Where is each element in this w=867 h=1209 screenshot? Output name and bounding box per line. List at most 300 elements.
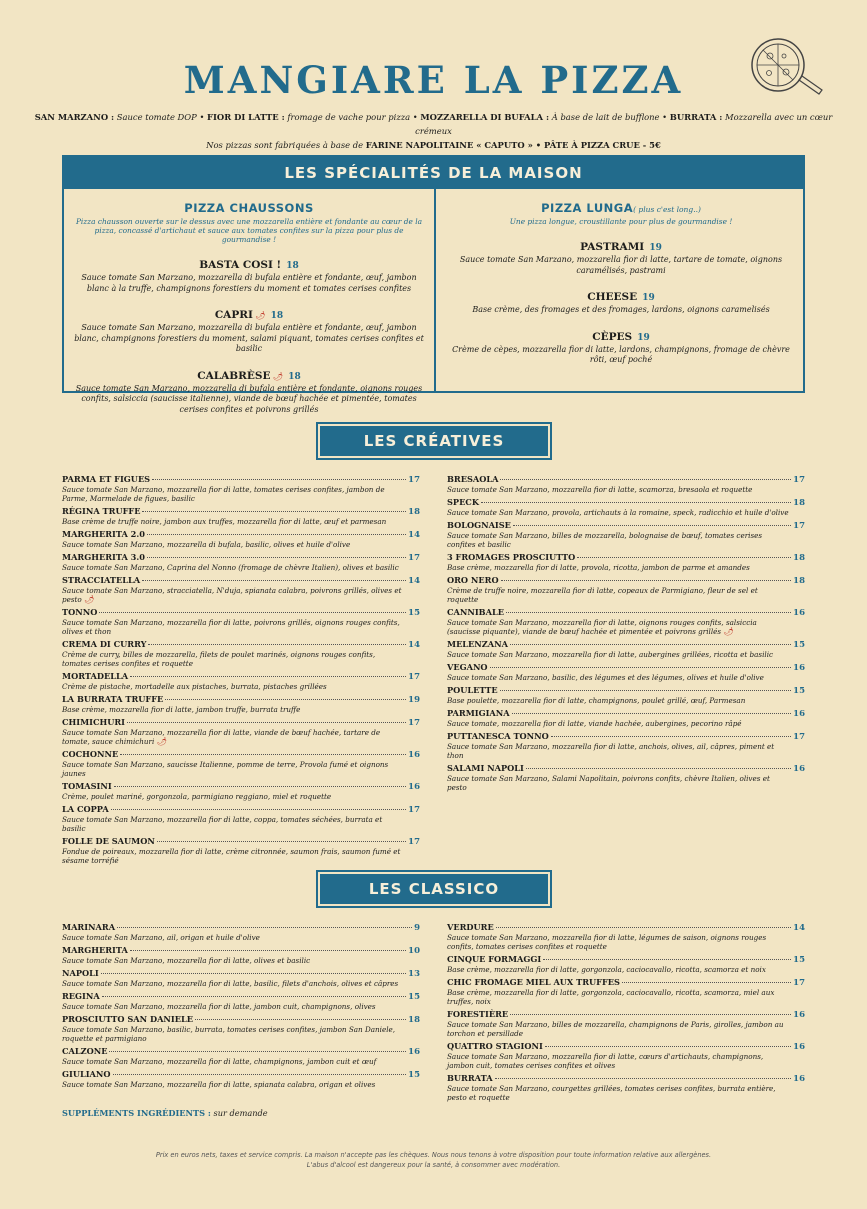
- intro-term-desc: À base de lait de bufflone: [551, 112, 660, 122]
- menu-item-description-text: Sauce tomate San Marzano, mozzarella fior di latte, poivrons grillés, oignons rouges confits, olives et thon: [62, 618, 400, 636]
- menu-item-row: [62, 529, 420, 540]
- dot-leader: [120, 754, 406, 755]
- menu-item-description: [447, 563, 805, 572]
- menu-item: [447, 763, 805, 792]
- menu-item-price: 17: [793, 521, 805, 531]
- menu-item-description: [447, 531, 805, 549]
- menu-item-row: [447, 1073, 805, 1084]
- menu-item-name: LA BURRATA TRUFFE: [62, 694, 164, 704]
- menu-item-description-text: Sauce tomate San Marzano, mozzarella fior di latte, spianata calabra, origan et olives: [62, 1080, 376, 1089]
- menu-item: [447, 685, 805, 705]
- menu-item: [62, 749, 420, 778]
- menu-item-price: 15: [408, 1070, 420, 1080]
- menu-item-description-text: Base crème, mozzarella fior di latte, provola, ricotta, jambon de parme et amandes: [447, 563, 750, 572]
- menu-item-row: [447, 1041, 805, 1052]
- menu-item-price: 16: [793, 1074, 805, 1084]
- pizza-lunga-column: [444, 201, 798, 366]
- menu-item-description-text: Sauce tomate San Marzano, mozzarella fior di latte, champignons, jambon cuit et œuf: [62, 1057, 377, 1066]
- menu-item-price: 15: [408, 608, 420, 618]
- menu-item: [62, 639, 420, 668]
- menu-item-description: [62, 933, 420, 942]
- menu-item-description-text: Crème, poulet mariné, gorgonzola, parmigiano reggiano, miel et roquette: [62, 792, 332, 801]
- menu-item-description: [62, 517, 420, 526]
- dot-leader: [130, 950, 406, 951]
- menu-item-price: 17: [408, 672, 420, 682]
- classico-left-column: [62, 922, 420, 1092]
- menu-item-description-text: Sauce tomate San Marzano, Salami Napolitain, poivrons confits, chèvre Italien, olives et pesto: [447, 774, 770, 792]
- menu-item-description-text: Sauce tomate San Marzano, mozzarella di bufala, basilic, olives et huile d'olive: [62, 540, 351, 549]
- menu-item: [447, 1041, 805, 1070]
- specialite-description: Crème de cèpes, mozzarella fior di latte, lardons, champignons, fromage de chèvre rôti, œuf poché: [452, 344, 790, 364]
- menu-item: [447, 731, 805, 760]
- menu-item-description-text: Sauce tomate San Marzano, mozzarella fior di latte, viande de bœuf hachée, tartare de tomate, sauce chimichuri: [62, 728, 381, 746]
- menu-item: [62, 717, 420, 746]
- menu-item-row: [62, 694, 420, 705]
- menu-item-description: [447, 988, 805, 1006]
- menu-item-name: CREMA DI CURRY: [62, 639, 147, 649]
- dot-leader: [147, 557, 406, 558]
- menu-item-price: 16: [793, 709, 805, 719]
- menu-item-name: PARMA ET FIGUES: [62, 474, 151, 484]
- menu-item-description-text: Crème de curry, billes de mozzarella, filets de poulet marinés, oignons rouges confits, tomates cerises confites et roquette: [62, 650, 376, 668]
- menu-item-description: [447, 933, 805, 951]
- menu-item: [447, 520, 805, 549]
- menu-item-description-text: Sauce tomate San Marzano, mozzarella fior di latte, basilic, filets d'anchois, olives et câpres: [62, 979, 399, 988]
- menu-item-price: 17: [793, 732, 805, 742]
- dot-leader: [500, 690, 792, 691]
- menu-item-price: 18: [793, 576, 805, 586]
- menu-item-description: [447, 1084, 805, 1102]
- menu-item-description: [447, 650, 805, 659]
- dot-leader: [117, 927, 412, 928]
- dot-leader: [127, 722, 406, 723]
- menu-item-description: [62, 815, 420, 833]
- dot-leader: [545, 1046, 791, 1047]
- menu-item-price: 16: [793, 663, 805, 673]
- menu-item: [447, 1073, 805, 1102]
- supplements-label: SUPPLÉMENTS INGRÉDIENTS :: [62, 1108, 211, 1118]
- menu-item-name: CALZONE: [62, 1046, 108, 1056]
- specialite-description: Sauce tomate San Marzano, mozzarella di bufala entière et fondante, oignons rouges confits, salsiccia (saucisse italienne), viande de bœuf hachée et pimentée, tomates cerises confites et poivrons grillés: [75, 383, 423, 414]
- menu-item-name: MARGHERITA 3.0: [62, 552, 145, 562]
- menu-item-description: [447, 719, 805, 728]
- specialite-header: [444, 285, 798, 304]
- menu-item: [447, 474, 805, 494]
- menu-item-price: 15: [793, 955, 805, 965]
- specialite-name: CALABRÈSE: [197, 369, 271, 382]
- menu-item-description-text: Sauce tomate San Marzano, mozzarella fior di latte, olives et basilic: [62, 956, 311, 965]
- menu-item-description: [62, 956, 420, 965]
- menu-item-row: [447, 954, 805, 965]
- menu-item-description: [447, 618, 805, 636]
- menu-item: [62, 694, 420, 714]
- menu-item-description: [62, 1057, 420, 1066]
- menu-item-price: 15: [793, 686, 805, 696]
- dot-leader: [481, 502, 791, 503]
- menu-item-description-text: Sauce tomate San Marzano, saucisse Italienne, pomme de terre, Provola fumé et oignons jaunes: [62, 760, 389, 778]
- menu-item: [447, 977, 805, 1006]
- classico-heading: LES CLASSICO: [318, 872, 550, 906]
- menu-item-description: [447, 508, 805, 517]
- creatives-right-column: [447, 474, 805, 795]
- menu-item: [62, 804, 420, 833]
- dot-leader: [543, 959, 791, 960]
- menu-item-description: [447, 774, 805, 792]
- specialite-price: 18: [288, 371, 301, 382]
- specialite-item: [444, 285, 798, 316]
- dot-leader: [512, 713, 792, 714]
- menu-item-row: [447, 497, 805, 508]
- supplements-note: [62, 1108, 268, 1118]
- menu-item-description-text: Base crème, mozzarella fior di latte, gorgonzola, caciocavallo, ricotta, scamorza, miel aux truffes, noix: [447, 988, 775, 1006]
- menu-item-price: 16: [408, 782, 420, 792]
- specialite-name: BASTA COSI !: [199, 259, 282, 271]
- menu-item: [62, 781, 420, 801]
- menu-item-name: VERDURE: [447, 922, 494, 932]
- intro-term: BURRATA :: [669, 112, 723, 122]
- chili-pepper-icon: 🌶: [81, 595, 95, 604]
- dot-leader: [496, 927, 791, 928]
- dot-leader: [577, 557, 791, 558]
- specialite-price: 18: [270, 311, 284, 321]
- dot-leader: [111, 809, 406, 810]
- dot-leader: [165, 699, 406, 700]
- menu-item-name: CHIC FROMAGE MIEL AUX TRUFFES: [447, 977, 620, 987]
- menu-item-description: [447, 1020, 805, 1038]
- menu-item-description-text: Sauce tomate San Marzano, mozzarella fior di latte, cœurs d'artichauts, champignons, jambon cuit, tomates cerises confites et olives: [447, 1052, 764, 1070]
- menu-item-name: COCHONNE: [62, 749, 119, 759]
- dot-leader: [526, 768, 791, 769]
- menu-item-price: 19: [408, 695, 420, 705]
- specialite-item: [72, 364, 426, 416]
- menu-item-description-text: Sauce tomate San Marzano, basilic, burrata, tomates cerises confites, jambon San Daniele, roquette et parmigiano: [62, 1025, 396, 1043]
- menu-item-description-text: Sauce tomate San Marzano, billes de mozzarella, bolognaise de bœuf, tomates cerises confites et basilic: [447, 531, 763, 549]
- menu-item: [447, 662, 805, 682]
- menu-item-price: 16: [408, 750, 420, 760]
- intro-term: SAN MARZANO :: [34, 112, 115, 122]
- supplements-value: sur demande: [213, 1108, 268, 1118]
- menu-item-price: 17: [408, 837, 420, 847]
- menu-item-description: [62, 760, 420, 778]
- chili-pepper-icon: 🌶: [270, 371, 284, 381]
- menu-item-price: 9: [414, 923, 420, 933]
- menu-item-row: [447, 763, 805, 774]
- specialites-divider: [434, 189, 436, 393]
- menu-item-row: [62, 575, 420, 586]
- dot-leader: [109, 1051, 406, 1052]
- dot-leader: [130, 676, 406, 677]
- specialites-heading: LES SPÉCIALITÉS DE LA MAISON: [64, 157, 803, 189]
- menu-item-name: PARMIGIANA: [447, 708, 510, 718]
- menu-item-row: [62, 607, 420, 618]
- menu-item-description-text: Sauce tomate San Marzano, billes de mozzarella, champignons de Paris, girolles, jambon au torchon et persillade: [447, 1020, 784, 1038]
- menu-item-description-text: Sauce tomate, mozzarella fior di latte, viande hachée, aubergines, pecorino râpé: [447, 719, 742, 728]
- footer-line-2: L'abus d'alcool est dangereux pour la santé, à consommer avec modération.: [306, 1161, 561, 1169]
- menu-item: [62, 552, 420, 572]
- menu-item-row: [447, 685, 805, 696]
- menu-item-price: 13: [408, 969, 420, 979]
- page-title: MANGIARE LA PIZZA: [183, 58, 684, 102]
- menu-item: [447, 552, 805, 572]
- menu-item-description: [447, 586, 805, 604]
- dot-leader: [148, 644, 406, 645]
- specialite-name: PASTRAMI: [580, 241, 645, 253]
- menu-item-row: [62, 1046, 420, 1057]
- menu-item-name: FORESTIÈRE: [447, 1009, 509, 1019]
- specialite-price: 19: [642, 293, 655, 303]
- menu-item-row: [447, 520, 805, 531]
- pizza-chaussons-title: PIZZA CHAUSSONS: [184, 201, 314, 215]
- menu-item-row: [447, 708, 805, 719]
- menu-item-name: 3 FROMAGES PROSCIUTTO: [447, 552, 576, 562]
- menu-item-name: RÉGINA TRUFFE: [62, 506, 141, 516]
- dot-leader: [114, 786, 406, 787]
- menu-item-description-text: Sauce tomate San Marzano, mozzarella fior di latte, jambon cuit, champignons, olives: [62, 1002, 376, 1011]
- menu-item: [62, 1014, 420, 1043]
- menu-item-name: PUTTANESCA TONNO: [447, 731, 549, 741]
- menu-item-description: [62, 705, 420, 714]
- menu-item-description-text: Base crème, mozzarella fior di latte, jambon truffe, burrata truffe: [62, 705, 301, 714]
- menu-item-row: [62, 671, 420, 682]
- pizza-chaussons-subtitle: Pizza chausson ouverte sur le dessus avec une mozzarella entière et fondante au cœur de la pizza, concassé d'artichaut et sauce aux tomates confites sur la pizza pour plus de gourmandise !: [75, 217, 423, 244]
- menu-item-description-text: Sauce tomate San Marzano, basilic, des légumes et des légumes, olives et huile d'olive: [447, 673, 764, 682]
- menu-item: [62, 671, 420, 691]
- menu-item-description-text: Sauce tomate San Marzano, mozzarella fior di latte, coppa, tomates séchées, burrata et basilic: [62, 815, 383, 833]
- menu-item-price: 10: [408, 946, 420, 956]
- specialite-name: CHEESE: [587, 291, 638, 303]
- pizza-lunga-subtitle: Une pizza longue, croustillante pour plus de gourmandise !: [509, 217, 733, 226]
- menu-item-row: [62, 968, 420, 979]
- menu-item: [62, 922, 420, 942]
- menu-item-name: BURRATA: [447, 1073, 493, 1083]
- menu-item-row: [447, 977, 805, 988]
- menu-item-name: MORTADELLA: [62, 671, 129, 681]
- menu-item: [62, 506, 420, 526]
- menu-item-row: [62, 506, 420, 517]
- footer-legal: [0, 1150, 867, 1170]
- menu-item: [62, 575, 420, 604]
- specialite-description: Sauce tomate San Marzano, mozzarella fior di latte, tartare de tomate, oignons caramélisés, pastrami: [459, 255, 783, 275]
- menu-item-description: [62, 618, 420, 636]
- menu-item-price: 16: [408, 1047, 420, 1057]
- menu-item-row: [447, 552, 805, 563]
- menu-item-name: PROSCIUTTO SAN DANIELE: [62, 1014, 193, 1024]
- menu-item-name: VEGANO: [447, 662, 488, 672]
- menu-item-description: [62, 650, 420, 668]
- menu-item-name: SPECK: [447, 497, 479, 507]
- menu-item-row: [62, 781, 420, 792]
- menu-item-row: [62, 749, 420, 760]
- menu-item-row: [447, 1009, 805, 1020]
- menu-item-name: QUATTRO STAGIONI: [447, 1041, 543, 1051]
- menu-item-price: 17: [408, 805, 420, 815]
- specialite-description: Sauce tomate San Marzano, mozzarella di bufala entière et fondante, œuf, jambon blanc à la truffe, champignons forestiers du moment et tomates cerises confites: [81, 273, 417, 293]
- menu-item: [62, 1046, 420, 1066]
- menu-item-row: [447, 922, 805, 933]
- chili-pepper-icon: 🌶: [154, 737, 167, 746]
- dot-leader: [510, 1014, 791, 1015]
- menu-item-name: SALAMI NAPOLI: [447, 763, 524, 773]
- menu-item-description-text: Base poulette, mozzarella fior di latte, champignons, poulet grillé, œuf, Parmesan: [447, 696, 746, 705]
- menu-item-description: [62, 1002, 420, 1011]
- menu-item-row: [447, 474, 805, 485]
- menu-item-description-text: Sauce tomate San Marzano, mozzarella fior di latte, scamorza, bresaola et roquette: [447, 485, 753, 494]
- menu-item-price: 16: [793, 1042, 805, 1052]
- menu-item-price: 14: [408, 576, 420, 586]
- menu-item-price: 16: [793, 764, 805, 774]
- pizza-lunga-title-text: PIZZA LUNGA: [541, 201, 634, 215]
- menu-item-description: [62, 1025, 420, 1043]
- menu-item-description: [62, 979, 420, 988]
- menu-item-name: NAPOLI: [62, 968, 99, 978]
- menu-item-name: GIULIANO: [62, 1069, 111, 1079]
- menu-item-description: [62, 682, 420, 691]
- menu-item: [62, 991, 420, 1011]
- menu-item-name: TOMASINI: [62, 781, 112, 791]
- menu-item: [447, 922, 805, 951]
- intro-line-2-bold: FARINE NAPOLITAINE « CAPUTO » • PÂTE À PIZZA CRUE - 5€: [365, 140, 661, 150]
- menu-item-price: 18: [793, 498, 805, 508]
- menu-item-price: 14: [793, 923, 805, 933]
- menu-item-row: [447, 731, 805, 742]
- menu-item-name: TONNO: [62, 607, 98, 617]
- menu-item-price: 16: [793, 608, 805, 618]
- intro-line-2: [30, 138, 837, 152]
- dot-leader: [513, 525, 791, 526]
- menu-item-description: [62, 563, 420, 572]
- specialites-box: [62, 155, 805, 414]
- specialite-header: [72, 303, 426, 322]
- creatives-heading: LES CRÉATIVES: [318, 424, 550, 458]
- menu-item-description-text: Sauce tomate San Marzano, ail, origan et huile d'olive: [62, 933, 260, 942]
- menu-item-description-text: Base crème de truffe noire, jambon aux truffes, mozzarella fior di latte, œuf et parmesan: [62, 517, 387, 526]
- menu-item-description: [62, 728, 420, 746]
- menu-item-price: 15: [793, 640, 805, 650]
- menu-item-name: LA COPPA: [62, 804, 109, 814]
- footer-line-1: Prix en euros nets, taxes et service compris. La maison n'accepte pas les chèques. Nous nous tenons à votre disposition pour toute information relative aux allergènes.: [155, 1151, 712, 1159]
- menu-item: [62, 474, 420, 503]
- dot-leader: [490, 667, 792, 668]
- menu-item-name: POULETTE: [447, 685, 498, 695]
- chili-pepper-icon: 🌶: [252, 311, 266, 320]
- menu-item-name: REGINA: [62, 991, 100, 1001]
- menu-item-price: 17: [793, 978, 805, 988]
- menu-item-price: 14: [408, 640, 420, 650]
- menu-item-description-text: Crème de pistache, mortadelle aux pistaches, burrata, pistaches grillées: [62, 682, 327, 691]
- specialite-price: 19: [649, 243, 662, 253]
- dot-leader: [510, 644, 791, 645]
- menu-item: [447, 497, 805, 517]
- menu-item-price: 17: [793, 475, 805, 485]
- specialite-item: [72, 253, 426, 294]
- dot-leader: [551, 736, 791, 737]
- dot-leader: [195, 1019, 406, 1020]
- menu-item-price: 17: [408, 718, 420, 728]
- menu-item-description: [62, 847, 420, 865]
- menu-item: [62, 1069, 420, 1089]
- menu-item-description: [447, 485, 805, 494]
- menu-item-description-text: Sauce tomate San Marzano, mozzarella fior di latte, oignons rouges confits, salsiccia (saucisse piquante), viande de bœuf hachée et pimentée et poivrons grillés: [447, 618, 757, 636]
- menu-item: [447, 575, 805, 604]
- menu-item-description: [62, 586, 420, 604]
- pizza-chaussons-column: [72, 201, 426, 415]
- menu-item-name: BRESAOLA: [447, 474, 499, 484]
- dot-leader: [113, 1074, 407, 1075]
- dot-leader: [142, 511, 406, 512]
- dot-leader: [506, 612, 791, 613]
- dot-leader: [152, 479, 406, 480]
- menu-item-description: [62, 1080, 420, 1089]
- menu-item-description: [447, 696, 805, 705]
- menu-item-row: [62, 922, 420, 933]
- dot-leader: [157, 841, 406, 842]
- menu-item-description-text: Sauce tomate San Marzano, stracciatella, N'duja, spianata calabra, poivrons grillés, olives et pesto: [62, 586, 402, 604]
- menu-item-row: [62, 1014, 420, 1025]
- menu-item-description-text: Sauce tomate San Marzano, mozzarella fior di latte, anchois, olives, ail, câpres, piment et thon: [447, 742, 775, 760]
- menu-item: [447, 607, 805, 636]
- menu-item-description-text: Sauce tomate San Marzano, mozzarella fior di latte, tomates cerises confites, jambon de Parme, Marmelade de figues, basilic: [62, 485, 385, 503]
- specialite-header: [72, 253, 426, 272]
- specialite-price: 19: [637, 332, 650, 343]
- specialite-item: [72, 303, 426, 355]
- specialite-header: [444, 235, 798, 254]
- menu-item-description-text: Fondue de poireaux, mozzarella fior di latte, crème citronnée, saumon frais, saumon fumé et sésame torréfié: [62, 847, 401, 865]
- specialite-item: [444, 235, 798, 276]
- specialite-name: CAPRI: [214, 309, 253, 321]
- menu-item-row: [62, 836, 420, 847]
- menu-item-description-text: Base crème, mozzarella fior di latte, gorgonzola, caciocavallo, ricotta, scamorza et noix: [447, 965, 766, 974]
- menu-item-name: CINQUE FORMAGGI: [447, 954, 542, 964]
- menu-item-row: [447, 662, 805, 673]
- menu-item: [62, 945, 420, 965]
- menu-item-name: MARINARA: [62, 922, 116, 932]
- specialite-header: [444, 325, 798, 344]
- menu-item-row: [447, 639, 805, 650]
- menu-item-description-text: Sauce tomate San Marzano, mozzarella fior di latte, légumes de saison, oignons rouges confits, tomates cerises confites et roquette: [447, 933, 767, 951]
- dot-leader: [495, 1078, 792, 1079]
- pizza-lunga-title-note: ( plus c'est long..): [633, 205, 701, 214]
- menu-item-description-text: Sauce tomate San Marzano, provola, artichauts à la romaine, speck, radicchio et huile d'olive: [447, 508, 789, 517]
- pizza-board-icon: [742, 34, 826, 96]
- menu-item: [62, 968, 420, 988]
- specialite-item: [444, 325, 798, 366]
- menu-item-row: [62, 474, 420, 485]
- intro-term-desc: Mozzarella avec un cœur crémeux: [415, 112, 833, 136]
- menu-item-name: MARGHERITA 2.0: [62, 529, 145, 539]
- intro-term: MOZZARELLA DI BUFALA :: [420, 112, 550, 122]
- menu-item-price: 15: [408, 992, 420, 1002]
- specialite-description: Base crème, des fromages et des fromages, lardons, oignons caramelisés: [472, 305, 770, 314]
- dot-leader: [101, 973, 406, 974]
- chili-pepper-icon: 🌶: [721, 627, 734, 636]
- dot-leader: [142, 580, 406, 581]
- creatives-left-column: [62, 474, 420, 868]
- intro-line-1: SAN MARZANO : Sauce tomate DOP • FIOR DI LATTE : fromage de vache pour pizza • MOZZARELLA DI BUFALA : À base de lait de bufflone • BURRATA : Mozzarella avec un cœur crémeux: [34, 112, 833, 136]
- menu-item-description: [447, 965, 805, 974]
- dot-leader: [500, 479, 791, 480]
- menu-item-description-text: Sauce tomate San Marzano, courgettes grillées, tomates cerises confites, burrata entière, pesto et roquette: [447, 1084, 776, 1102]
- menu-item-name: MARGHERITA: [62, 945, 128, 955]
- menu-item-name: FOLLE DE SAUMON: [62, 836, 155, 846]
- menu-item-description: [447, 1052, 805, 1070]
- menu-item-price: 18: [408, 507, 420, 517]
- menu-item-price: 17: [408, 475, 420, 485]
- classico-right-column: [447, 922, 805, 1105]
- menu-item: [447, 954, 805, 974]
- menu-item: [62, 529, 420, 549]
- dot-leader: [147, 534, 406, 535]
- menu-item-price: 14: [408, 530, 420, 540]
